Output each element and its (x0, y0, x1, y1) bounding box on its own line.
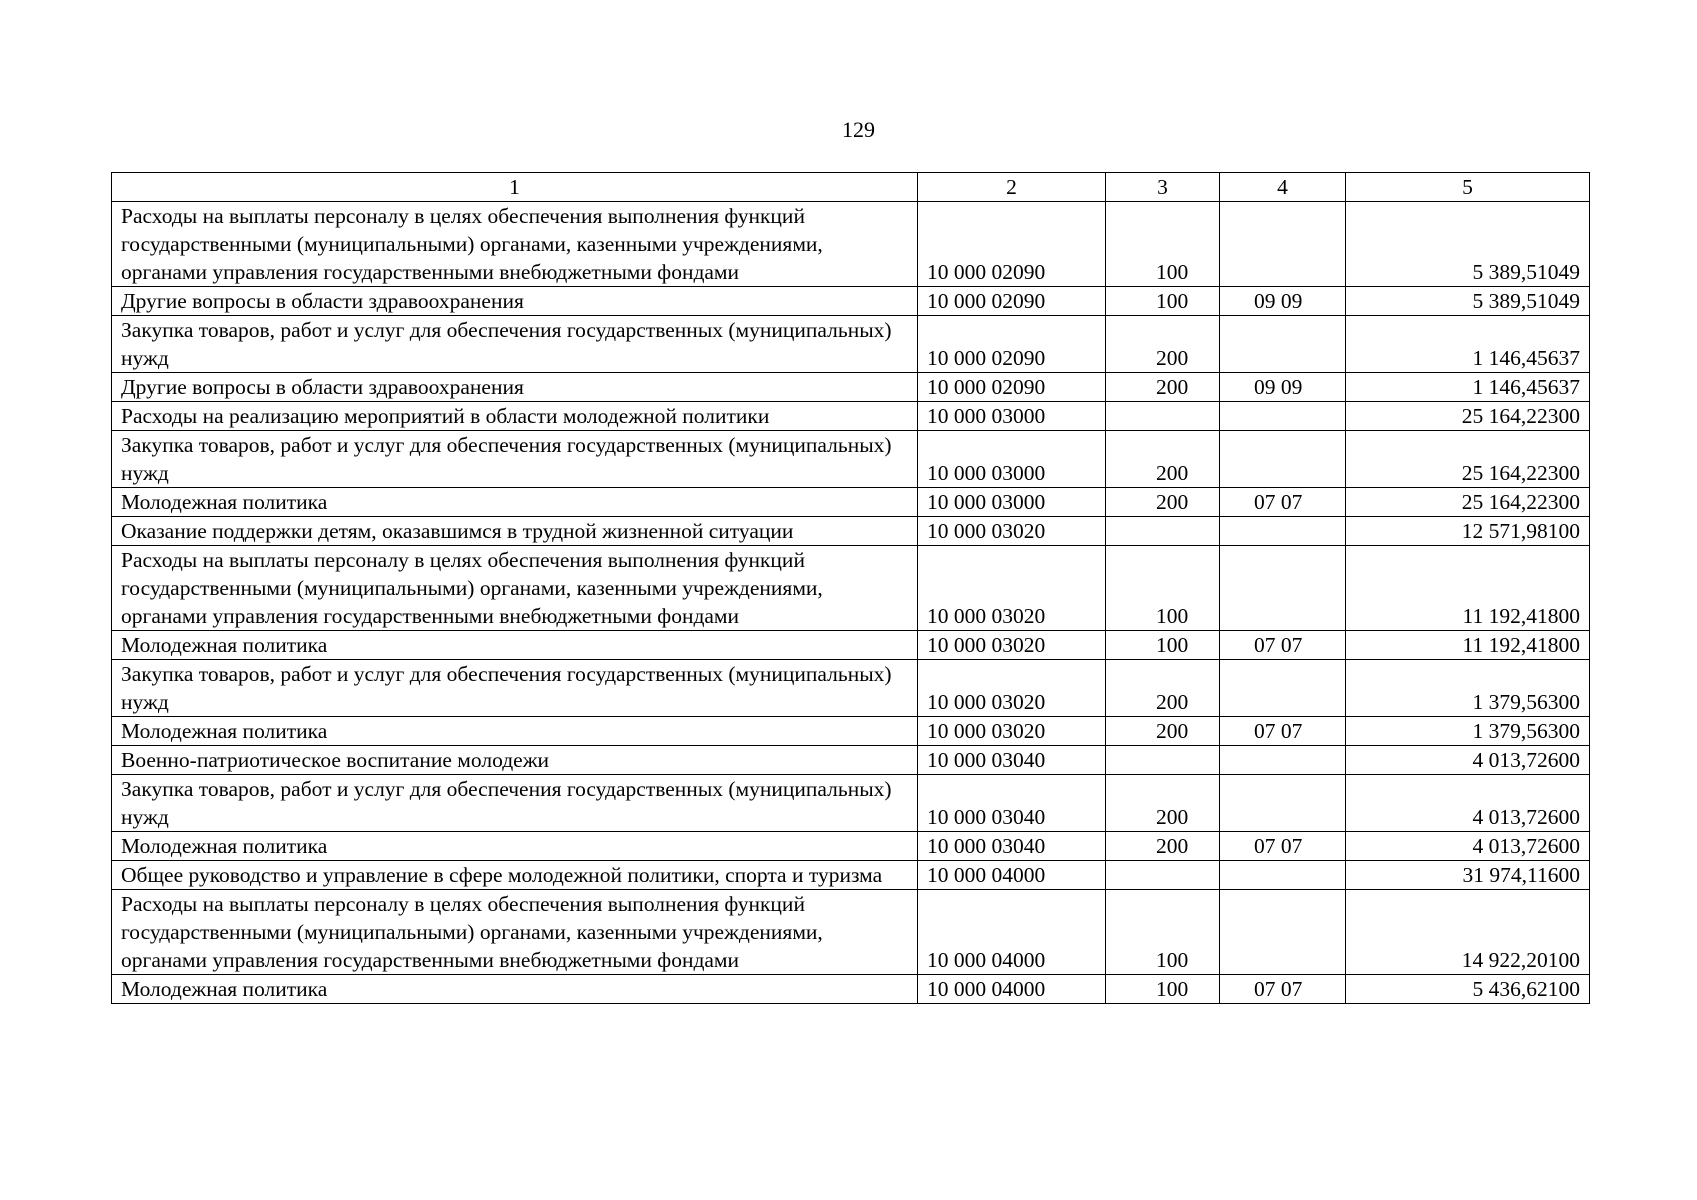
table-row (112, 746, 1590, 775)
row-section-code (1220, 402, 1346, 431)
row-amount: 5 389,51049 (1346, 202, 1590, 287)
row-target-code: 10 000 04000 (918, 975, 1106, 1004)
row-expense-type: 100 (1106, 890, 1220, 975)
row-description: Другие вопросы в области здравоохранения (112, 373, 918, 402)
row-section-code (1220, 775, 1346, 832)
row-amount: 1 379,56300 (1346, 717, 1590, 746)
row-description: Молодежная политика (112, 631, 918, 660)
row-target-code: 10 000 04000 (918, 890, 1106, 975)
row-target-code: 10 000 03020 (918, 631, 1106, 660)
row-expense-type (1106, 517, 1220, 546)
row-section-code (1220, 890, 1346, 975)
row-amount: 31 974,11600 (1346, 861, 1590, 890)
row-amount: 5 389,51049 (1346, 287, 1590, 316)
header-col-5: 5 (1346, 173, 1590, 202)
row-expense-type: 200 (1106, 717, 1220, 746)
row-section-code (1220, 431, 1346, 488)
row-description: Оказание поддержки детям, оказавшимся в трудной жизненной ситуации (112, 517, 918, 546)
table-row (112, 890, 1590, 975)
table-row (112, 287, 1590, 316)
row-expense-type: 100 (1106, 975, 1220, 1004)
page-number (0, 117, 1697, 143)
row-target-code: 10 000 04000 (918, 861, 1106, 890)
table-row (112, 517, 1590, 546)
budget-table (111, 172, 1590, 1004)
row-amount: 4 013,72600 (1346, 746, 1590, 775)
row-amount: 14 922,20100 (1346, 890, 1590, 975)
row-expense-type: 200 (1106, 316, 1220, 373)
row-amount: 25 164,22300 (1346, 488, 1590, 517)
table-row (112, 832, 1590, 861)
row-target-code: 10 000 03020 (918, 546, 1106, 631)
row-target-code: 10 000 03020 (918, 660, 1106, 717)
row-target-code: 10 000 02090 (918, 316, 1106, 373)
row-target-code: 10 000 03000 (918, 402, 1106, 431)
row-amount: 12 571,98100 (1346, 517, 1590, 546)
row-amount: 25 164,22300 (1346, 402, 1590, 431)
row-description: Закупка товаров, работ и услуг для обеспечения государственных (муниципальных) нужд (112, 660, 918, 717)
table-row (112, 488, 1590, 517)
row-target-code: 10 000 03020 (918, 517, 1106, 546)
row-section-code: 09 09 (1220, 373, 1346, 402)
row-section-code: 09 09 (1220, 287, 1346, 316)
row-description: Молодежная политика (112, 488, 918, 517)
table-row (112, 717, 1590, 746)
row-section-code: 07 07 (1220, 631, 1346, 660)
table-header (112, 173, 1590, 202)
row-description: Общее руководство и управление в сфере молодежной политики, спорта и туризма (112, 861, 918, 890)
row-amount: 11 192,41800 (1346, 546, 1590, 631)
row-section-code: 07 07 (1220, 832, 1346, 861)
row-target-code: 10 000 03040 (918, 832, 1106, 861)
row-target-code: 10 000 02090 (918, 202, 1106, 287)
row-expense-type (1106, 746, 1220, 775)
row-expense-type (1106, 402, 1220, 431)
row-description: Закупка товаров, работ и услуг для обеспечения государственных (муниципальных) нужд (112, 431, 918, 488)
row-description: Другие вопросы в области здравоохранения (112, 287, 918, 316)
row-target-code: 10 000 02090 (918, 373, 1106, 402)
row-amount: 1 379,56300 (1346, 660, 1590, 717)
row-amount: 25 164,22300 (1346, 431, 1590, 488)
table-row (112, 660, 1590, 717)
row-expense-type (1106, 861, 1220, 890)
row-target-code: 10 000 03040 (918, 746, 1106, 775)
table-row (112, 546, 1590, 631)
row-amount: 1 146,45637 (1346, 316, 1590, 373)
row-target-code: 10 000 03040 (918, 775, 1106, 832)
row-expense-type: 200 (1106, 660, 1220, 717)
row-section-code (1220, 660, 1346, 717)
row-expense-type: 200 (1106, 775, 1220, 832)
page-number-text: 129 (842, 117, 875, 142)
row-section-code: 07 07 (1220, 717, 1346, 746)
row-expense-type: 100 (1106, 546, 1220, 631)
table-row (112, 373, 1590, 402)
row-description: Закупка товаров, работ и услуг для обеспечения государственных (муниципальных) нужд (112, 316, 918, 373)
row-description: Закупка товаров, работ и услуг для обеспечения государственных (муниципальных) нужд (112, 775, 918, 832)
row-amount: 1 146,45637 (1346, 373, 1590, 402)
table-row (112, 975, 1590, 1004)
header-col-4: 4 (1220, 173, 1346, 202)
row-expense-type: 200 (1106, 373, 1220, 402)
row-expense-type: 100 (1106, 631, 1220, 660)
row-section-code: 07 07 (1220, 488, 1346, 517)
row-expense-type: 100 (1106, 202, 1220, 287)
row-target-code: 10 000 03020 (918, 717, 1106, 746)
table-row (112, 402, 1590, 431)
table-body (112, 202, 1590, 1004)
table-row (112, 316, 1590, 373)
row-description: Расходы на реализацию мероприятий в области молодежной политики (112, 402, 918, 431)
row-amount: 11 192,41800 (1346, 631, 1590, 660)
row-description: Расходы на выплаты персоналу в целях обеспечения выполнения функций государственными (муниципальными) органами, казенными учреждениями, органами управления государственными внебюджетными фондами (112, 546, 918, 631)
table-row (112, 631, 1590, 660)
row-section-code (1220, 517, 1346, 546)
row-expense-type: 200 (1106, 431, 1220, 488)
row-expense-type: 100 (1106, 287, 1220, 316)
table-row (112, 861, 1590, 890)
row-target-code: 10 000 03000 (918, 488, 1106, 517)
row-section-code: 07 07 (1220, 975, 1346, 1004)
row-description: Молодежная политика (112, 832, 918, 861)
row-expense-type: 200 (1106, 488, 1220, 517)
row-description: Расходы на выплаты персоналу в целях обеспечения выполнения функций государственными (муниципальными) органами, казенными учреждениями, органами управления государственными внебюджетными фондами (112, 202, 918, 287)
row-section-code (1220, 546, 1346, 631)
row-amount: 4 013,72600 (1346, 832, 1590, 861)
header-row (112, 173, 1590, 202)
row-section-code (1220, 316, 1346, 373)
table-row (112, 202, 1590, 287)
header-col-3: 3 (1106, 173, 1220, 202)
header-col-1: 1 (112, 173, 918, 202)
row-description: Молодежная политика (112, 717, 918, 746)
row-description: Молодежная политика (112, 975, 918, 1004)
row-section-code (1220, 202, 1346, 287)
row-section-code (1220, 861, 1346, 890)
row-description: Расходы на выплаты персоналу в целях обеспечения выполнения функций государственными (муниципальными) органами, казенными учреждениями, органами управления государственными внебюджетными фондами (112, 890, 918, 975)
row-amount: 4 013,72600 (1346, 775, 1590, 832)
row-target-code: 10 000 03000 (918, 431, 1106, 488)
row-amount: 5 436,62100 (1346, 975, 1590, 1004)
header-col-2: 2 (918, 173, 1106, 202)
row-expense-type: 200 (1106, 832, 1220, 861)
table-row (112, 431, 1590, 488)
table-row (112, 775, 1590, 832)
row-section-code (1220, 746, 1346, 775)
row-description: Военно-патриотическое воспитание молодежи (112, 746, 918, 775)
row-target-code: 10 000 02090 (918, 287, 1106, 316)
